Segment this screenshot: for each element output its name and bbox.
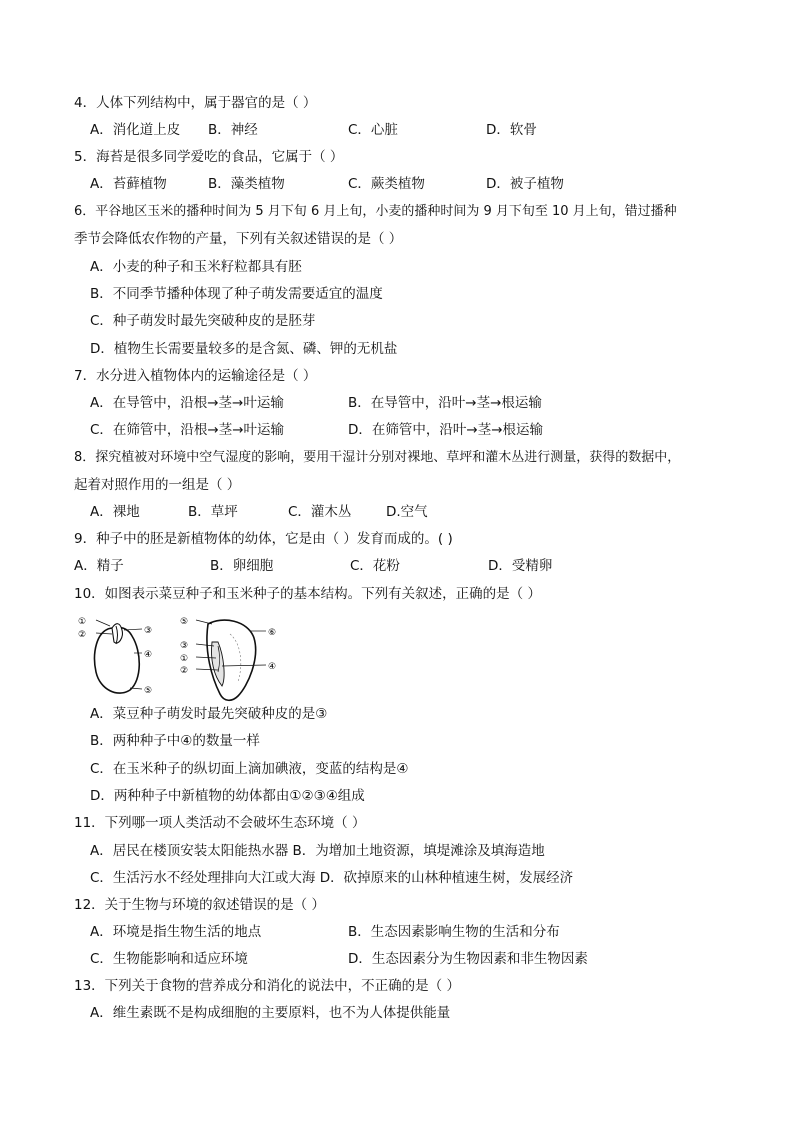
- option-a: A．菜豆种子萌发时最先突破种皮的是③: [90, 706, 328, 722]
- option-d: D．植物生长需要量较多的是含氮、磷、钾的无机盐: [90, 341, 398, 357]
- corn-label-4: ④: [268, 662, 277, 672]
- question-7-stem: 7．水分进入植物体内的运输途径是（ ）: [74, 368, 317, 384]
- question-5-stem: 5．海苔是很多同学爱吃的食品，它属于（ ）: [74, 149, 344, 165]
- bean-seed-drawing: [78, 617, 152, 696]
- option-d: D．被子植物: [486, 176, 564, 192]
- option-b: B．神经: [208, 122, 258, 138]
- option-c: C．蕨类植物: [348, 176, 425, 192]
- option-c: C．种子萌发时最先突破种皮的是胚芽: [90, 313, 316, 329]
- bean-label-1: ①: [78, 617, 87, 627]
- seed-diagram: [72, 612, 292, 704]
- question-13-stem: 13．下列关于食物的营养成分和消化的说法中，不正确的是（ ）: [74, 978, 460, 994]
- bean-label-2: ②: [78, 630, 87, 640]
- corn-label-3: ③: [180, 641, 189, 651]
- option-c: C．在筛管中，沿根→茎→叶运输: [90, 422, 285, 438]
- option-d: D．在筛管中，沿叶→茎→根运输: [348, 422, 544, 438]
- bean-label-4: ④: [144, 650, 153, 660]
- option-a: A．维生素既不是构成细胞的主要原料，也不为人体提供能量: [90, 1005, 451, 1021]
- option-a: A．裸地: [90, 504, 140, 520]
- question-11-options-row2: C．生活污水不经处理排向大江或大海 D．砍掉原来的山林种植速生树，发展经济: [90, 870, 574, 886]
- option-a: A．消化道上皮: [90, 122, 181, 138]
- option-d: D.空气: [386, 504, 428, 520]
- option-a: A．精子: [74, 558, 124, 574]
- option-c: C．生物能影响和适应环境: [90, 951, 248, 967]
- bean-label-5: ⑤: [144, 686, 153, 696]
- option-d: D．两种种子中新植物的幼体都由①②③④组成: [90, 788, 365, 804]
- option-c: C．灌木丛: [288, 504, 352, 520]
- option-b: B．两种种子中④的数量一样: [90, 733, 260, 749]
- corn-label-1: ①: [180, 654, 189, 664]
- option-b: B．生态因素影响生物的生活和分布: [348, 924, 560, 940]
- option-b: B．草坪: [188, 504, 238, 520]
- option-a: A．苔藓植物: [90, 176, 167, 192]
- option-b: B．不同季节播种体现了种子萌发需要适宜的温度: [90, 286, 383, 302]
- question-8-stem-line1: 8．探究植被对环境中空气湿度的影响，要用干湿计分别对裸地、草坪和灌木丛进行测量，获得的数据中，: [74, 450, 681, 465]
- question-8-stem-line2: 起着对照作用的一组是（ ）: [74, 477, 241, 493]
- option-d: D．软骨: [486, 122, 537, 138]
- question-9-stem: 9．种子中的胚是新植物体的幼体，它是由（ ）发育而成的。( ): [74, 531, 453, 547]
- option-d: D．生态因素分为生物因素和非生物因素: [348, 951, 588, 967]
- seed-structure-figure: [72, 612, 292, 702]
- option-a: A．小麦的种子和玉米籽粒都具有胚: [90, 259, 302, 275]
- option-c: C．在玉米种子的纵切面上滴加碘液，变蓝的结构是④: [90, 761, 409, 777]
- corn-label-2: ②: [180, 666, 189, 676]
- question-6-stem-line2: 季节会降低农作物的产量，下列有关叙述错误的是（ ）: [74, 231, 403, 247]
- option-d: D．受精卵: [488, 558, 553, 574]
- question-6-stem-line1: 6．平谷地区玉米的播种时间为 5 月下旬 6 月上旬，小麦的播种时间为 9 月下旬至 10 月上旬，错过播种: [74, 204, 677, 219]
- question-12-stem: 12．关于生物与环境的叙述错误的是（ ）: [74, 897, 325, 913]
- corn-seed-drawing: [180, 617, 276, 700]
- corn-label-6: ⑥: [268, 628, 277, 638]
- question-4-stem: 4．人体下列结构中，属于器官的是（ ）: [74, 95, 317, 111]
- option-b: B．在导管中，沿叶→茎→根运输: [348, 395, 542, 411]
- question-11-stem: 11．下列哪一项人类活动不会破坏生态环境（ ）: [74, 815, 366, 831]
- corn-label-5: ⑤: [180, 617, 189, 627]
- option-c: C．心脏: [348, 122, 398, 138]
- option-a: A．环境是指生物生活的地点: [90, 924, 262, 940]
- option-b: B．藻类植物: [208, 176, 285, 192]
- option-c: C．花粉: [350, 558, 400, 574]
- option-a: A．在导管中，沿根→茎→叶运输: [90, 395, 284, 411]
- bean-label-3: ③: [144, 626, 153, 636]
- option-b: B．卵细胞: [210, 558, 274, 574]
- question-10-stem: 10．如图表示菜豆种子和玉米种子的基本结构。下列有关叙述，正确的是（ ）: [74, 586, 541, 602]
- question-11-options-row1: A．居民在楼顶安装太阳能热水器 B．为增加土地资源，填堤滩涂及填海造地: [90, 843, 545, 859]
